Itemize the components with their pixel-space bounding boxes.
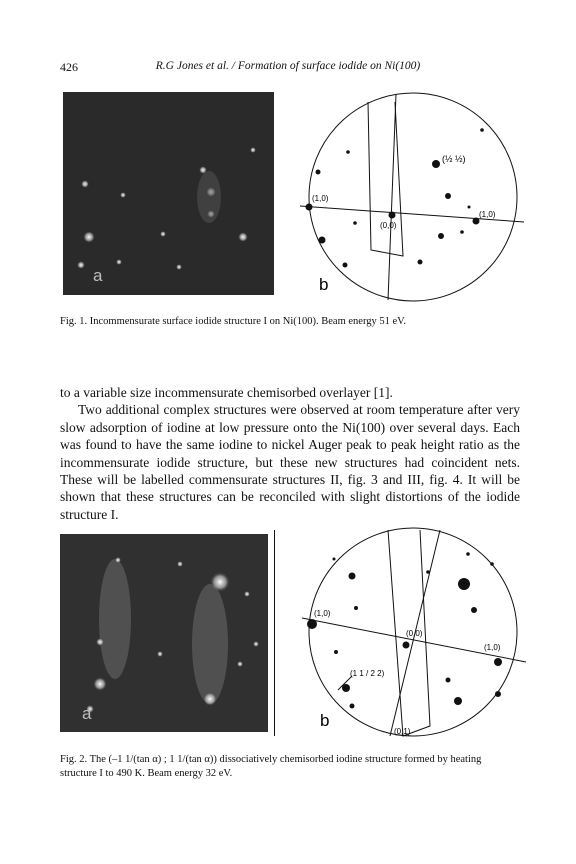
label-bar-0-1-fig2: (0,1)	[394, 727, 411, 736]
label-bar-1-0: (1,0)	[312, 194, 329, 203]
page-number: 426	[60, 60, 78, 74]
figure1-photo	[63, 92, 274, 295]
leed-pattern-photo-2	[60, 534, 268, 732]
figure1-panel-a-label: a	[93, 266, 103, 285]
figure2-photo	[60, 534, 268, 732]
leed-schematic	[298, 90, 528, 305]
label-1-0-fig2: (1,0)	[484, 643, 501, 652]
figure2-diagram	[298, 526, 528, 742]
label-bar-1-0-fig2: (1,0)	[314, 609, 331, 618]
label-origin-fig2: (0,0)	[406, 629, 423, 638]
body-text	[60, 384, 520, 523]
paragraph-1: to a variable size incommensurate chemisorbed overlayer [1].	[60, 385, 393, 400]
label-frac-fig2: (1 1 / 2 2)	[350, 669, 385, 678]
figure1-panel-b-label: b	[319, 275, 329, 294]
figure1-caption: Fig. 1. Incommensurate surface iodide structure I on Ni(100). Beam energy 51 eV.	[60, 316, 407, 327]
figure2-caption: Fig. 2. The (–1 1/(tan α) ; 1 1/(tan α)) dissociatively chemisorbed iodine structure formed by heating structure I to 490 K. Beam energy 32 eV.	[60, 754, 482, 779]
running-head: R.G Jones et al. / Formation of surface iodide on Ni(100)	[155, 60, 421, 72]
leed-pattern-photo	[63, 92, 274, 295]
figure2-panel-b-label: b	[320, 711, 330, 730]
figure2-panel-a-label: a	[82, 704, 92, 723]
figure1-diagram	[298, 90, 528, 305]
label-half-half: (½ ½)	[442, 154, 466, 164]
label-1-0: (1,0)	[479, 210, 496, 219]
leed-schematic-2	[298, 526, 528, 742]
paragraph-2: Two additional complex structures were observed at room temperature after very slow adsorption of iodine at low pressure onto the Ni(100) over several days. Each was found to have the same iodine to nickel Auger peak to peak height ratio as the incommensurate iodide structure, but these new structures had coincident nets. These will be labelled commensurate structures II, fig. 3 and III, fig. 4. It will be shown that these structures can be reconciled with slight distortions of the iodide structure I.	[60, 402, 520, 522]
figure2-divider	[274, 530, 275, 736]
label-origin: (0,0)	[380, 221, 397, 230]
